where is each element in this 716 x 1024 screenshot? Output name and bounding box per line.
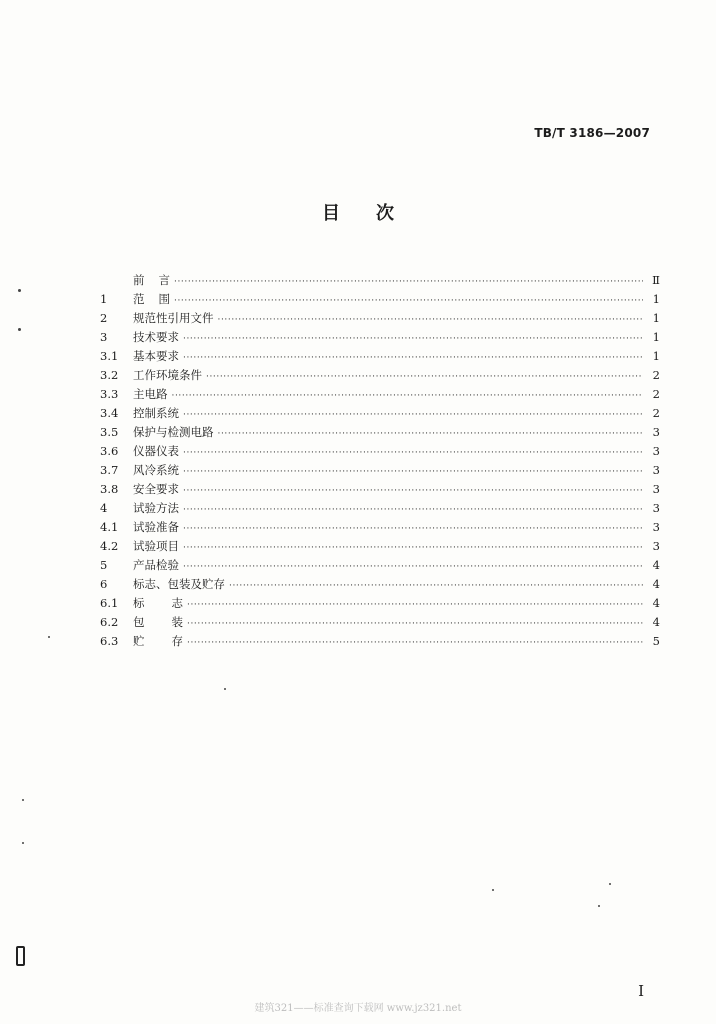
toc-entry-title xyxy=(133,290,170,309)
toc-entry-number: 3.1 xyxy=(100,349,119,363)
toc-entry-number: 3.6 xyxy=(100,444,119,458)
toc-entry[interactable] xyxy=(100,423,660,442)
toc-entry-number: 3.4 xyxy=(100,406,119,420)
scan-speck xyxy=(18,289,21,292)
toc-entry-page: 2 xyxy=(652,406,660,420)
toc-entry-title-char: 志 xyxy=(171,596,183,610)
toc-entry-number: 3.5 xyxy=(100,425,119,439)
toc-entry-number: 6.1 xyxy=(100,596,119,610)
toc-entry[interactable] xyxy=(100,309,660,328)
toc-entry-page: 3 xyxy=(652,520,660,534)
toc-entry-title-char: 前 xyxy=(133,273,145,287)
toc-entry-title xyxy=(133,271,170,290)
standard-number: TB/T 3186—2007 xyxy=(534,126,650,140)
toc-entry[interactable] xyxy=(100,613,660,632)
toc-entry-number: 4.2 xyxy=(100,539,119,553)
toc-entry[interactable] xyxy=(100,366,660,385)
toc-entry[interactable] xyxy=(100,328,660,347)
toc-entry-page: 4 xyxy=(652,615,660,629)
toc-entry-number: 3.8 xyxy=(100,482,119,496)
scan-speck xyxy=(224,688,226,690)
toc-entry-page: Ⅱ xyxy=(652,273,660,287)
toc-entry-page: 1 xyxy=(652,330,660,344)
toc-entry-title-char: 包 xyxy=(133,615,145,629)
toc-entry[interactable] xyxy=(100,385,660,404)
toc-dot-leader xyxy=(187,615,643,634)
toc-dot-leader xyxy=(183,558,643,577)
toc-entry-title: 仪器仪表 xyxy=(133,444,179,458)
toc-entry[interactable] xyxy=(100,461,660,480)
scan-speck xyxy=(18,328,21,331)
toc-entry[interactable] xyxy=(100,575,660,594)
toc-dot-leader xyxy=(187,596,643,615)
toc-dot-leader xyxy=(183,520,643,539)
footer-watermark: 建筑321——标准查询下载网 www.jz321.net xyxy=(254,1003,462,1014)
toc-entry-number: 6.2 xyxy=(100,615,119,629)
toc-entry-page: 3 xyxy=(652,482,660,496)
toc-entry-number: 5 xyxy=(100,558,108,572)
toc-entry[interactable] xyxy=(100,499,660,518)
toc-dot-leader xyxy=(218,311,644,330)
toc-entry-title-char: 范 xyxy=(133,292,145,306)
toc-entry-page: 3 xyxy=(652,539,660,553)
toc-entry-title-char: 存 xyxy=(171,634,183,648)
toc-entry-title-char: 围 xyxy=(158,292,170,306)
toc-entry[interactable] xyxy=(100,556,660,575)
toc-dot-leader xyxy=(183,539,643,558)
scan-speck xyxy=(48,636,50,638)
toc-entry-title xyxy=(133,632,183,651)
toc-dot-leader xyxy=(229,577,643,596)
toc-entry-title: 标志、包装及贮存 xyxy=(133,577,225,591)
toc-title xyxy=(0,203,716,225)
toc-entry-title-char: 言 xyxy=(158,273,170,287)
toc-title-char: 次 xyxy=(376,203,394,224)
toc-entry[interactable] xyxy=(100,537,660,556)
toc-entry-title: 基本要求 xyxy=(133,349,179,363)
toc-list xyxy=(100,271,660,651)
toc-title-char: 目 xyxy=(322,203,340,224)
toc-entry-number: 6.3 xyxy=(100,634,119,648)
toc-entry-page: 2 xyxy=(652,387,660,401)
toc-entry[interactable] xyxy=(100,404,660,423)
toc-dot-leader xyxy=(183,349,643,368)
toc-entry-number: 3 xyxy=(100,330,108,344)
toc-entry-title: 试验方法 xyxy=(133,501,179,515)
toc-entry[interactable] xyxy=(100,518,660,537)
toc-entry-title-char: 标 xyxy=(133,596,145,610)
toc-entry-page: 1 xyxy=(652,292,660,306)
toc-dot-leader xyxy=(206,368,643,387)
toc-entry-title: 规范性引用文件 xyxy=(133,311,214,325)
toc-entry[interactable] xyxy=(100,290,660,309)
toc-entry-number: 3.2 xyxy=(100,368,119,382)
toc-entry-page: 1 xyxy=(652,349,660,363)
toc-dot-leader xyxy=(183,444,643,463)
toc-entry[interactable] xyxy=(100,347,660,366)
toc-dot-leader xyxy=(183,501,643,520)
scan-speck xyxy=(492,889,494,891)
toc-dot-leader xyxy=(183,463,643,482)
toc-entry-title-char: 装 xyxy=(171,615,183,629)
toc-dot-leader xyxy=(183,406,643,425)
toc-entry-title: 主电路 xyxy=(133,387,168,401)
toc-entry-page: 1 xyxy=(652,311,660,325)
toc-entry-number: 3.3 xyxy=(100,387,119,401)
toc-entry-page: 3 xyxy=(652,425,660,439)
toc-entry-title xyxy=(133,613,183,632)
toc-entry-title: 控制系统 xyxy=(133,406,179,420)
toc-entry-page: 2 xyxy=(652,368,660,382)
toc-entry-number: 4 xyxy=(100,501,108,515)
scan-speck xyxy=(22,799,24,801)
toc-entry-title: 试验项目 xyxy=(133,539,179,553)
toc-entry-title: 工作环境条件 xyxy=(133,368,202,382)
toc-entry[interactable] xyxy=(100,594,660,613)
scan-speck xyxy=(22,842,24,844)
page-folio: I xyxy=(638,982,644,1000)
toc-entry[interactable] xyxy=(100,480,660,499)
toc-entry-title-char: 贮 xyxy=(133,634,145,648)
toc-entry-title: 安全要求 xyxy=(133,482,179,496)
toc-entry-title: 技术要求 xyxy=(133,330,179,344)
toc-entry-number: 4.1 xyxy=(100,520,119,534)
toc-entry-title: 保护与检测电路 xyxy=(133,425,214,439)
toc-entry-page: 3 xyxy=(652,444,660,458)
scan-speck xyxy=(598,905,600,907)
binding-mark xyxy=(16,946,25,966)
toc-dot-leader xyxy=(172,387,644,406)
toc-dot-leader xyxy=(174,292,643,311)
toc-entry-page: 5 xyxy=(652,634,660,648)
toc-entry-page: 3 xyxy=(652,501,660,515)
toc-entry[interactable] xyxy=(100,442,660,461)
toc-entry-page: 4 xyxy=(652,596,660,610)
toc-entry-page: 4 xyxy=(652,577,660,591)
toc-entry-number: 1 xyxy=(100,292,108,306)
toc-entry-page: 4 xyxy=(652,558,660,572)
toc-entry-title: 试验准备 xyxy=(133,520,179,534)
toc-dot-leader xyxy=(218,425,644,444)
toc-entry-number: 6 xyxy=(100,577,108,591)
toc-entry-number: 3.7 xyxy=(100,463,119,477)
toc-dot-leader xyxy=(187,634,643,653)
toc-dot-leader xyxy=(174,273,643,292)
toc-entry-title xyxy=(133,594,183,613)
toc-entry-page: 3 xyxy=(652,463,660,477)
toc-entry-title: 风冷系统 xyxy=(133,463,179,477)
scan-speck xyxy=(609,883,611,885)
toc-dot-leader xyxy=(183,482,643,501)
toc-entry-title: 产品检验 xyxy=(133,558,179,572)
toc-dot-leader xyxy=(183,330,643,349)
toc-entry[interactable] xyxy=(100,632,660,651)
toc-entry[interactable] xyxy=(100,271,660,290)
toc-entry-number: 2 xyxy=(100,311,108,325)
